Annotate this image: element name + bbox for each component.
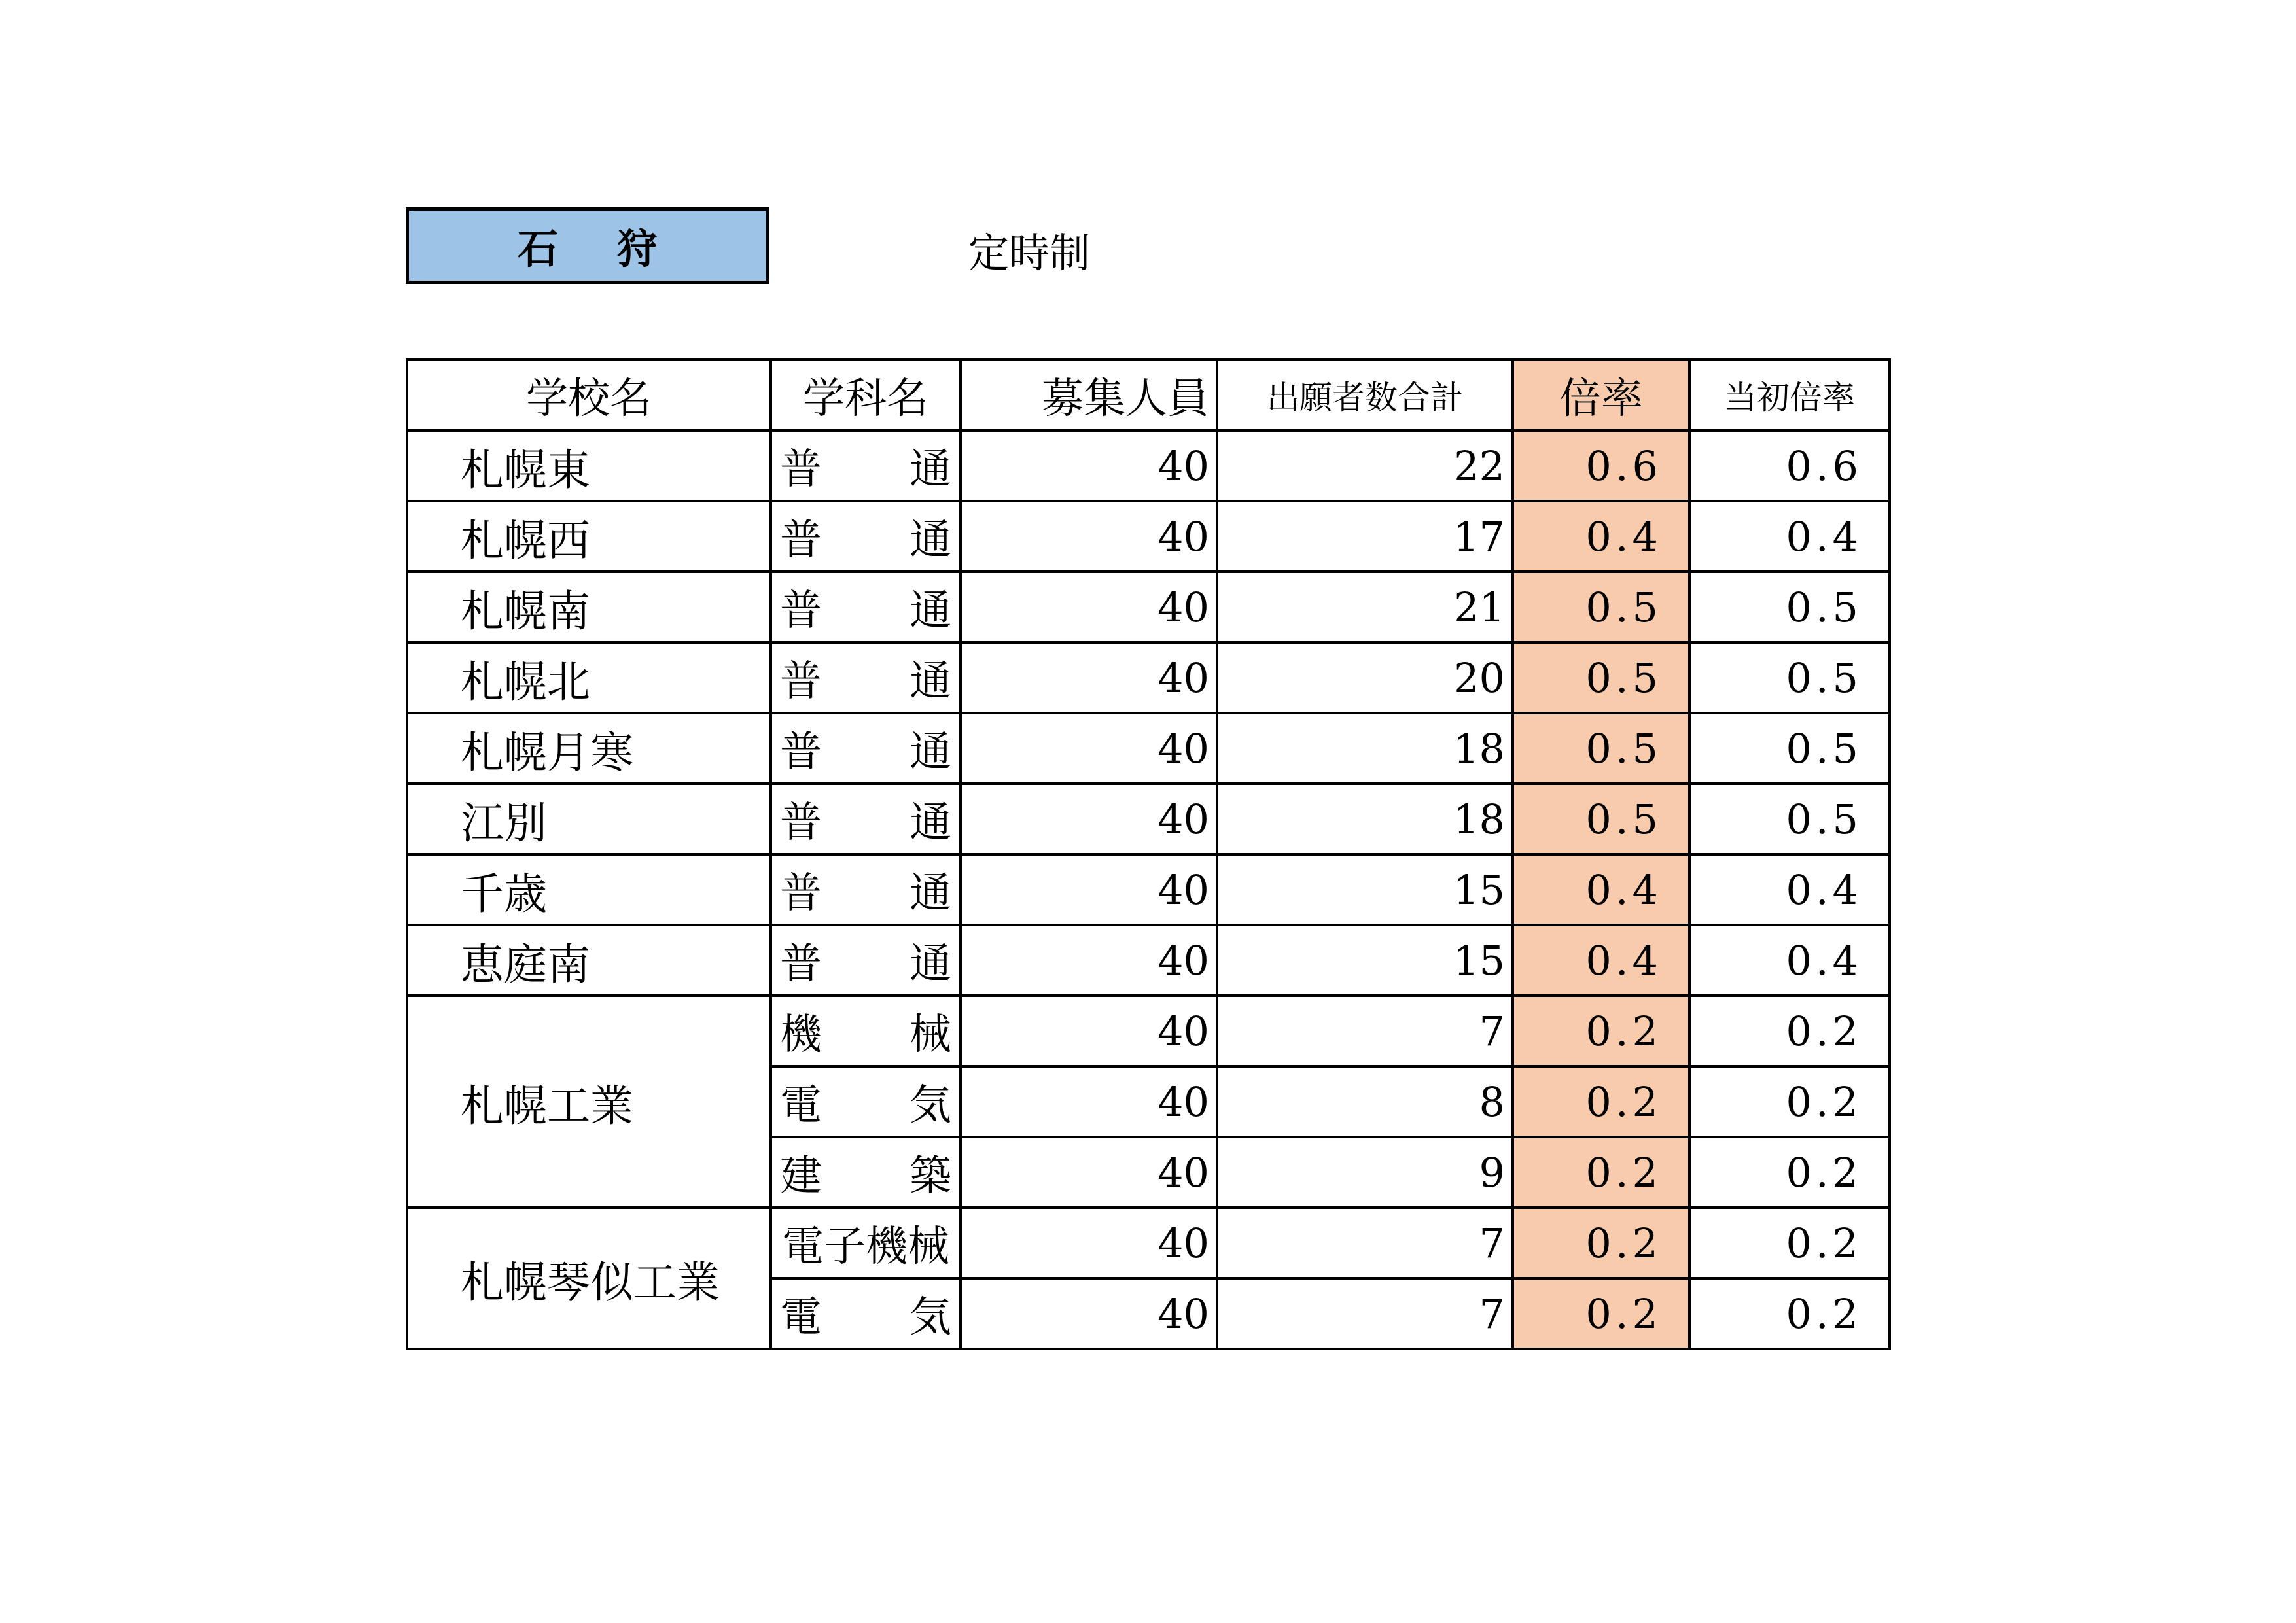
capacity-cell: 40 [961, 430, 1217, 501]
department-name [771, 1137, 961, 1208]
rate-cell: 0.2 [1513, 1137, 1689, 1208]
applicants-cell: 15 [1217, 854, 1513, 925]
school-name: 札幌西 [407, 501, 771, 572]
initial-rate-cell: 0.2 [1689, 1208, 1890, 1278]
school-name: 江別 [407, 784, 771, 854]
table-row [407, 642, 1890, 713]
department-char: 電 [780, 1081, 822, 1130]
school-name: 千歳 [407, 854, 771, 925]
department-name [771, 925, 961, 996]
department-char: 通 [910, 728, 951, 777]
department-char: 械 [910, 1011, 951, 1059]
column-header-department: 学科名 [771, 360, 961, 430]
table-row [407, 925, 1890, 996]
department-char: 普 [780, 445, 822, 494]
rate-cell: 0.2 [1513, 996, 1689, 1066]
capacity-cell: 40 [961, 1066, 1217, 1137]
table-row [407, 572, 1890, 642]
department-char: 建 [780, 1152, 822, 1200]
initial-rate-cell: 0.5 [1689, 642, 1890, 713]
applicants-cell: 15 [1217, 925, 1513, 996]
applicants-cell: 18 [1217, 713, 1513, 784]
school-name: 札幌南 [407, 572, 771, 642]
department-char: 通 [910, 940, 951, 988]
initial-rate-cell: 0.4 [1689, 501, 1890, 572]
rate-cell: 0.2 [1513, 1278, 1689, 1349]
initial-rate-cell: 0.2 [1689, 996, 1890, 1066]
rate-cell: 0.5 [1513, 784, 1689, 854]
school-name: 札幌月寒 [407, 713, 771, 784]
applicants-cell: 20 [1217, 642, 1513, 713]
initial-rate-cell: 0.2 [1689, 1137, 1890, 1208]
applicants-cell: 18 [1217, 784, 1513, 854]
rate-cell: 0.6 [1513, 430, 1689, 501]
department-name [771, 713, 961, 784]
department-char: 電 [780, 1293, 822, 1342]
table-row [407, 784, 1890, 854]
initial-rate-cell: 0.5 [1689, 572, 1890, 642]
applicants-cell: 7 [1217, 996, 1513, 1066]
capacity-cell: 40 [961, 784, 1217, 854]
school-name: 札幌北 [407, 642, 771, 713]
department-char: 機 [780, 1011, 822, 1059]
department-char: 通 [910, 869, 951, 918]
department-char: 通 [910, 587, 951, 635]
table-row [407, 854, 1890, 925]
department-char: 気 [910, 1293, 951, 1342]
department-char: 通 [910, 445, 951, 494]
rate-cell: 0.4 [1513, 925, 1689, 996]
school-name: 札幌東 [407, 430, 771, 501]
column-header-rate: 倍率 [1513, 360, 1689, 430]
department-char: 普 [780, 940, 822, 988]
department-char: 通 [910, 657, 951, 706]
table-row [407, 996, 1890, 1066]
applicants-cell: 9 [1217, 1137, 1513, 1208]
region-char-1: 石 [517, 225, 617, 273]
capacity-cell: 40 [961, 572, 1217, 642]
header-row [407, 360, 1890, 430]
department-name [771, 1066, 961, 1137]
results-table [406, 358, 1891, 1350]
department-name [771, 430, 961, 501]
initial-rate-cell: 0.5 [1689, 784, 1890, 854]
department-char: 普 [780, 799, 822, 847]
rate-cell: 0.5 [1513, 713, 1689, 784]
applicants-cell: 22 [1217, 430, 1513, 501]
school-name: 恵庭南 [407, 925, 771, 996]
capacity-cell: 40 [961, 1278, 1217, 1349]
applicants-cell: 7 [1217, 1208, 1513, 1278]
column-header-initial-rate: 当初倍率 [1689, 360, 1890, 430]
initial-rate-cell: 0.2 [1689, 1278, 1890, 1349]
system-label: 定時制 [968, 229, 1091, 277]
capacity-cell: 40 [961, 1137, 1217, 1208]
department-char: 気 [910, 1081, 951, 1130]
department-name [771, 642, 961, 713]
rate-cell: 0.4 [1513, 854, 1689, 925]
department-char: 築 [910, 1152, 951, 1200]
column-header-capacity: 募集人員 [961, 360, 1217, 430]
applicants-cell: 7 [1217, 1278, 1513, 1349]
applicants-cell: 8 [1217, 1066, 1513, 1137]
department-name [771, 784, 961, 854]
department-char: 通 [910, 516, 951, 565]
rate-cell: 0.5 [1513, 642, 1689, 713]
initial-rate-cell: 0.2 [1689, 1066, 1890, 1137]
capacity-cell: 40 [961, 501, 1217, 572]
applicants-cell: 21 [1217, 572, 1513, 642]
capacity-cell: 40 [961, 996, 1217, 1066]
column-header-applicants: 出願者数合計 [1217, 360, 1513, 430]
department-char: 電子機械 [782, 1223, 949, 1271]
table-row [407, 501, 1890, 572]
region-char-2: 狩 [617, 225, 717, 273]
department-char: 普 [780, 869, 822, 918]
rate-cell: 0.4 [1513, 501, 1689, 572]
region-label [406, 207, 769, 284]
capacity-cell: 40 [961, 713, 1217, 784]
department-name [771, 996, 961, 1066]
table-row [407, 1208, 1890, 1278]
capacity-cell: 40 [961, 642, 1217, 713]
capacity-cell: 40 [961, 1208, 1217, 1278]
column-header-school: 学校名 [407, 360, 771, 430]
department-name [771, 501, 961, 572]
department-name [771, 1278, 961, 1349]
rate-cell: 0.2 [1513, 1208, 1689, 1278]
initial-rate-cell: 0.6 [1689, 430, 1890, 501]
department-name [771, 1208, 961, 1278]
department-char: 普 [780, 728, 822, 777]
department-name [771, 854, 961, 925]
school-name: 札幌工業 [407, 996, 771, 1208]
rate-cell: 0.5 [1513, 572, 1689, 642]
department-char: 通 [910, 799, 951, 847]
department-char: 普 [780, 587, 822, 635]
capacity-cell: 40 [961, 854, 1217, 925]
department-name [771, 572, 961, 642]
initial-rate-cell: 0.4 [1689, 925, 1890, 996]
rate-cell: 0.2 [1513, 1066, 1689, 1137]
department-char: 普 [780, 657, 822, 706]
initial-rate-cell: 0.4 [1689, 854, 1890, 925]
applicants-cell: 17 [1217, 501, 1513, 572]
capacity-cell: 40 [961, 925, 1217, 996]
table-row [407, 713, 1890, 784]
department-char: 普 [780, 516, 822, 565]
school-name: 札幌琴似工業 [407, 1208, 771, 1349]
table-row [407, 430, 1890, 501]
initial-rate-cell: 0.5 [1689, 713, 1890, 784]
